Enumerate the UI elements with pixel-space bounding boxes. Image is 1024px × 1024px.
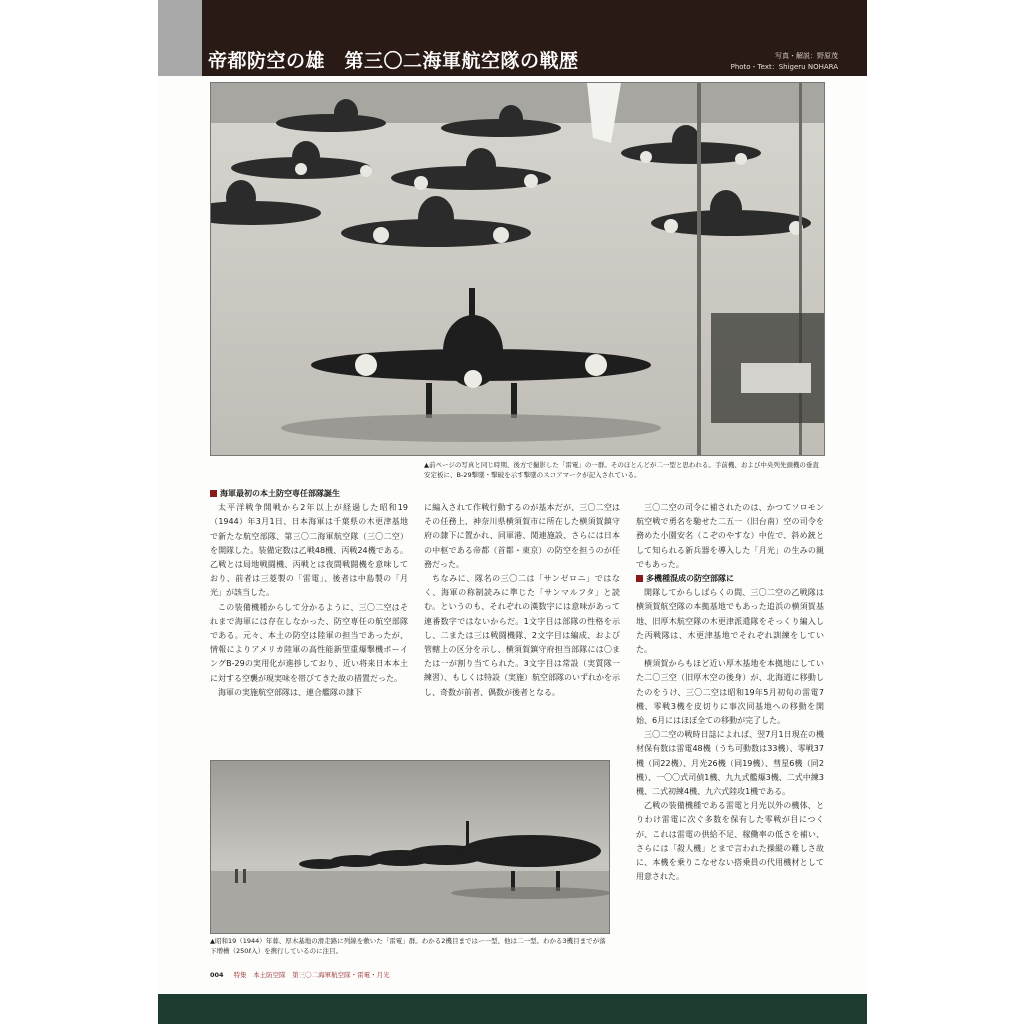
article-column-3 bbox=[636, 501, 824, 884]
credit-en: Photo・Text：Shigeru NOHARA bbox=[730, 63, 838, 71]
heading-square-icon bbox=[210, 490, 217, 497]
section-heading-1 bbox=[210, 487, 408, 501]
page-footer bbox=[210, 970, 824, 979]
article-title: 帝都防空の雄 第三〇二海軍航空隊の戦歴 bbox=[208, 50, 579, 72]
col3-paragraph: 開隊してからしばらくの間、三〇二空の乙戦隊は横須賀航空隊の本拠基地でもあった追浜の横須賀基地、旧厚木航空隊の木更津派遣隊をそっくり編入した丙戦隊は、木更津基地でそれぞれ訓練をしていた。 bbox=[636, 588, 824, 655]
photo-raiden-row-atsugi bbox=[210, 760, 610, 934]
bottom-color-bar bbox=[158, 994, 867, 1024]
article-column-1 bbox=[210, 487, 408, 700]
section-heading-1-text: 海軍最初の本土防空専任部隊誕生 bbox=[220, 489, 340, 498]
col1-paragraph: この装備機種からして分かるように、三〇二空はそれまで海軍には存在しなかった、防空専任の航空部隊である。元々、本土の防空は陸軍の担当であったが、情報によりアメリカ陸軍の高性能新型重爆撃機ボーイングB-29の実用化が進捗しており、近い将来日本本土に対する空襲が現実味を帯びてきた故の措置だった。 bbox=[210, 602, 408, 683]
section-heading-2-text: 多機種混成の防空部隊に bbox=[646, 574, 734, 584]
footer-section-title: 特集 本土防空隊 第三〇二海軍航空隊・雷電・月光 bbox=[233, 971, 390, 979]
col3-paragraph: 横須賀からもほど近い厚木基地を本拠地にしていた二〇三空（旧厚木空の後身）が、北海道に移動したのをうけ、三〇二空は昭和19年5月初旬の雷電7機、零戦3機を皮切りに事次同基地への移動を開始、6月にはほぼ全ての移動が完了した。 bbox=[636, 659, 824, 726]
caption-top-photo: ▲前ページの写真と同じ時期、後方で撮影した「雷電」の一群。そのほとんどが二一型と思われる。手前機、および中央列先頭機の垂直安定板に、B-29撃墜・撃破を示す撃墜のスコアマークが記入されている。 bbox=[424, 461, 819, 479]
caption-bottom-photo: ▲昭和19（1944）年暮、厚木基地の滑走路に列線を敷いた「雷電」群。わかる2機目まではー一型、他は二一型。わかる3機目までが落下増槽（250ℓ入）を携行しているのに注目。 bbox=[210, 937, 606, 955]
photo-raiden-row-atsugi-image bbox=[211, 761, 609, 933]
photo-raiden-lineup bbox=[210, 82, 825, 456]
col3-paragraph: 乙戦の装備機種である雷電と月光以外の機体、とりわけ雷電に次ぐ多数を保有した零戦が目につくが、これは雷電の供給不足、稼働率の低さを補い、さらには「殺人機」とまで言われた操縦の難しさ故に、本機を乗りこなせない搭乗員の代用機材として用意された。 bbox=[636, 801, 824, 882]
col2-paragraph: ちなみに、隊名の三〇二は「サンゼロニ」ではなく、海軍の称制読みに準じた「サンマルフタ」と読む。というのも、それぞれの漢数字には意味があって連番数字ではないからだ。1文字目は部隊の性格を示し、二または三は戦闘機隊、2文字目は編成、および管轄上の区分を示し、横須賀鎮守府担当部隊には〇または一が割り当てられた。3文字目は常設（実質隊一練習）、もしくは特設（実施）航空部隊のいずれかを示し、奇数が前者、偶数が後者となる。 bbox=[424, 574, 620, 697]
section-heading-2 bbox=[636, 572, 824, 586]
credit-ja: 写真・解説：野原茂 bbox=[775, 52, 838, 60]
photo-raiden-lineup-image bbox=[211, 83, 824, 455]
col3-paragraph: 三〇二空の戦時日誌によれば、翌7月1日現在の機材保有数は雷電48機（うち可動数は33機）、零戦37機（同22機）、月光26機（同19機）、彗星6機（同2機）、一〇〇式司偵1機、九九式艦爆3機、二式中練3機、二式初練4機、九六式陸攻1機である。 bbox=[636, 730, 824, 797]
article-column-2 bbox=[424, 501, 620, 700]
heading-square-icon bbox=[636, 575, 643, 582]
page-number: 004 bbox=[210, 971, 224, 979]
col1-paragraph: 海軍の実施航空部隊は、連合艦隊の隷下 bbox=[218, 687, 362, 697]
col2-paragraph: に編入されて作戦行動するのが基本だが、三〇二空はその任務上、神奈川県横須賀市に所在した横須賀鎮守府の隷下に置かれ、同軍港、関連施設、さらには日本の中枢である帝都（首都・東京）の防空を担うのが任務だった。 bbox=[424, 503, 620, 569]
col1-paragraph: 太平洋戦争開戦から2年以上が経過した昭和19（1944）年3月1日、日本海軍は千葉県の木更津基地で新たな航空部隊、第三〇二海軍航空隊（三〇二空）を開隊した。装備定数は乙戦48機、丙戦24機である。乙戦とは局地戦闘機、丙戦とは夜間戦闘機を意味しており、前者は三菱製の「雷電」、後者は中島製の「月光」が該当した。 bbox=[210, 503, 408, 598]
header-tab bbox=[158, 0, 202, 76]
col3-paragraph: 三〇二空の司令に補されたのは、かつてソロモン航空戦で勇名を馳せた二五一（旧台南）空の司令を務めた小園安名（こぞのやすな）中佐で、斜め銃として知られる新兵器を導入した「月光」の生みの親でもあった。 bbox=[636, 503, 824, 569]
